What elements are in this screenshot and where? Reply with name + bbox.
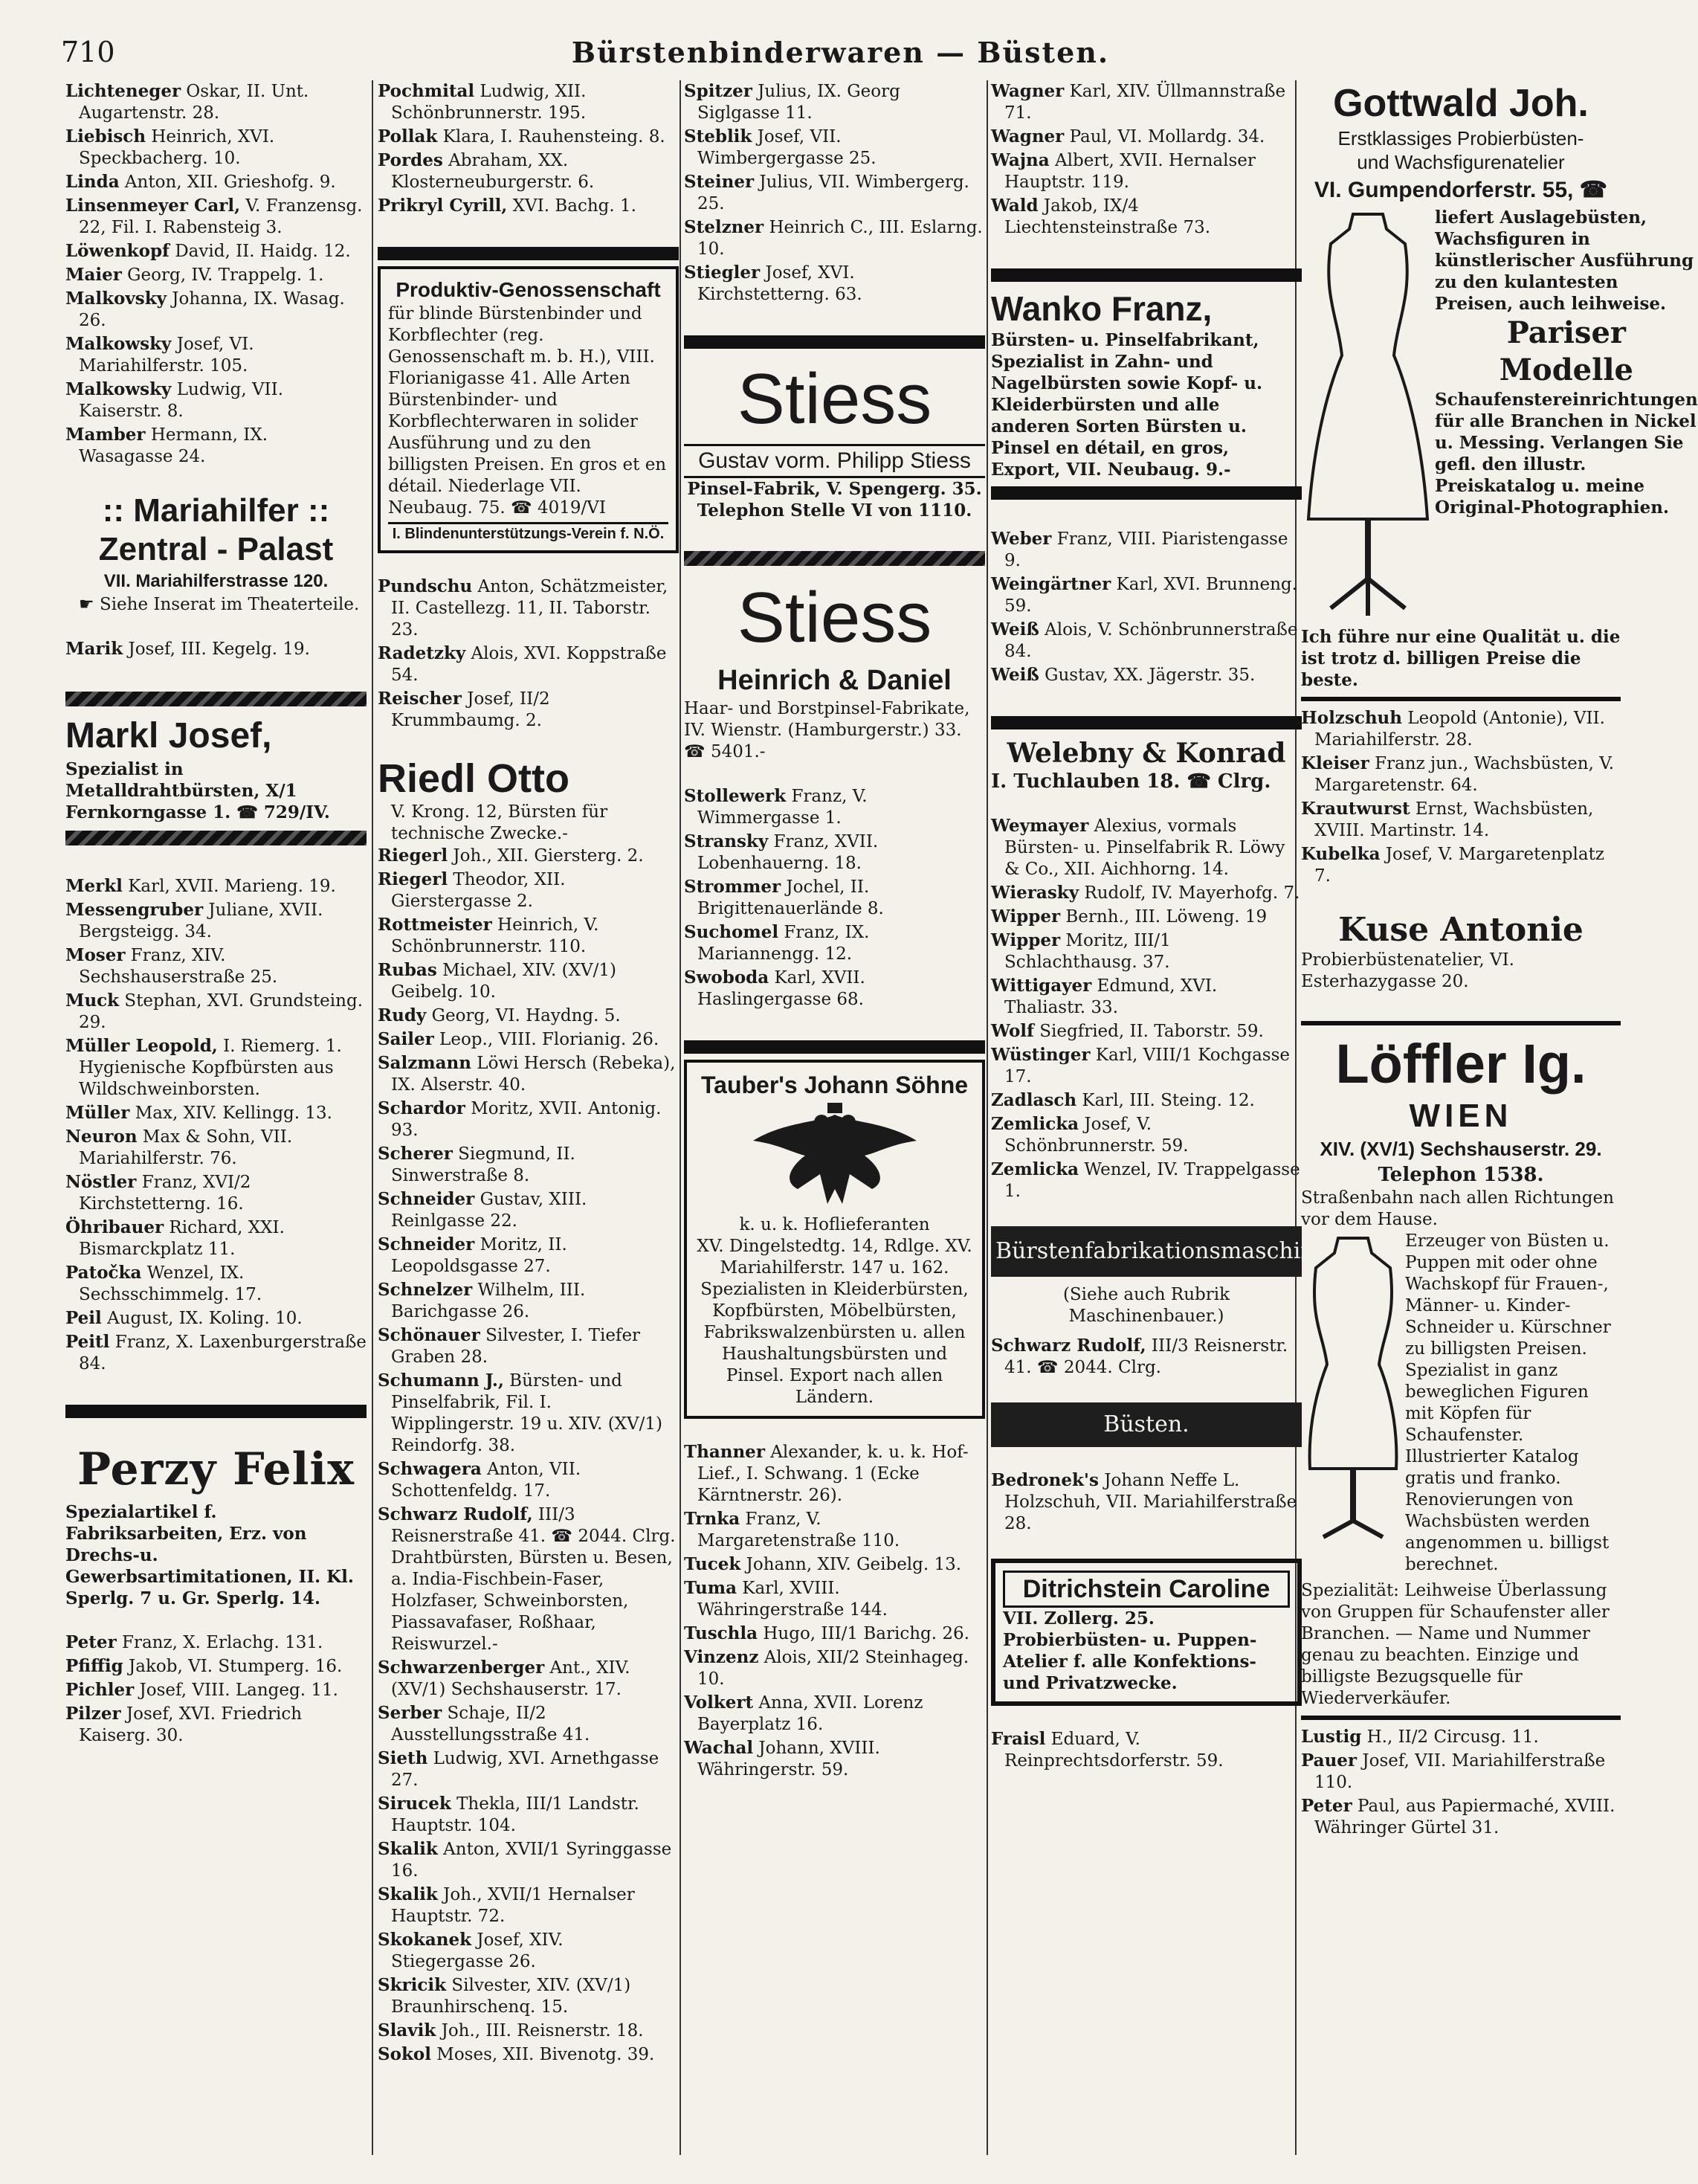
ad-welebny — [991, 735, 1302, 793]
directory-entry: Holzschuh Leopold (Antonie), VII. Mariahilferstr. 28. — [1301, 708, 1605, 750]
directory-entry: Tuschla Hugo, III/1 Barichg. 26. — [684, 1623, 969, 1643]
directory-entry: Krautwurst Ernst, Wachsbüsten, XVIII. Martinstr. 14. — [1301, 799, 1594, 840]
ad-title: Markl Josef, — [65, 716, 272, 756]
ad-subtitle: Gustav vorm. Philipp Stiess — [684, 444, 985, 478]
directory-entry: Sokol Moses, XII. Bivenotg. 39. — [378, 2044, 655, 2064]
column-5 — [1301, 80, 1698, 2162]
heavy-rule — [684, 1040, 985, 1054]
dress-form-icon — [1301, 207, 1435, 626]
directory-entry: Merkl Karl, XVII. Marieng. 19. — [65, 876, 336, 896]
directory-entry: Wagner Karl, XIV. Üllmannstraße 71. — [991, 81, 1286, 123]
directory-entry: Stollewerk Franz, V. Wimmergasse 1. — [684, 786, 868, 828]
directory-entry: Peter Franz, X. Erlachg. 131. — [65, 1632, 323, 1652]
directory-entry: Sailer Leop., VIII. Florianig. 26. — [378, 1029, 659, 1049]
directory-entry: Schnelzer Wilhelm, III. Barichgasse 26. — [378, 1280, 586, 1321]
ad-produktiv — [378, 266, 679, 553]
directory-entry: Weingärtner Karl, XVI. Brunneng. 59. — [991, 574, 1297, 616]
entry-list — [378, 80, 679, 217]
directory-entry: Schwarz Rudolf, III/3 Reisnerstr. 41. ☎ 2044. Clrg. — [991, 1336, 1288, 1377]
directory-entry: Löwenkopf David, II. Haidg. 12. — [65, 241, 351, 261]
directory-entry: Schneider Gustav, XIII. Reinlgasse 22. — [378, 1189, 587, 1231]
ad-address: I. Tuchlauben 18. ☎ Clrg. — [991, 770, 1271, 793]
section-note: (Siehe auch Rubrik Maschinenbauer.) — [1062, 1285, 1230, 1326]
heavy-rule — [65, 1405, 367, 1418]
ad-purveyor: k. u. k. Hoflieferanten — [739, 1215, 930, 1234]
ad-title: Zentral - Palast — [98, 531, 334, 567]
directory-entry: Pilzer Josef, XVI. Friedrich Kaiserg. 30. — [65, 1704, 303, 1745]
section-heading: Bürstenfabrikationsmaschinen. — [991, 1226, 1302, 1277]
ad-title: Löffler Ig. — [1335, 1033, 1586, 1095]
directory-entry: Lustig H., II/2 Circusg. 11. — [1301, 1727, 1539, 1747]
column-4 — [991, 80, 1350, 2162]
ad-tauber — [684, 1060, 985, 1419]
column-rule — [987, 80, 988, 2155]
ad-gottwald — [1301, 80, 1698, 691]
directory-entry: Sirucek Thekla, III/1 Landstr. Hauptstr. 104. — [378, 1794, 639, 1835]
directory-entry: Schwarz Rudolf, III/3 Reisnerstraße 41. ☎ 2044. Clrg. Drahtbürsten, Bürsten u. Besen, a. India-Fischbein-Faser, Holzfaser, Schweinborsten, Piassavafaser, Roßhaar, Reiswurzel.- — [378, 1504, 676, 1654]
directory-entry: Peitl Franz, X. Laxenburgerstraße 84. — [65, 1332, 367, 1373]
directory-entry: Peter Paul, aus Papiermaché, XVIII. Währinger Gürtel 31. — [1301, 1796, 1615, 1837]
rule — [1301, 697, 1621, 701]
ad-title: Stiess — [737, 578, 932, 657]
ad-text: für blinde Bürstenbinder und Korbflechter (reg. Genossenschaft m. b. H.), VIII. Florianigasse 41. Alle Arten Bürstenbinder- und Korbflechterwaren in solider Ausführung und zu den billigsten Preisen. En gros et en détail. Niederlage VII. Neubaug. 75. ☎ 4019/VI — [388, 304, 667, 518]
ad-title: Wanko Franz, — [991, 289, 1213, 328]
directory-entry: Scherer Siegmund, II. Sinwerstraße 8. — [378, 1144, 575, 1185]
directory-entry: Pfiffig Jakob, VI. Stumperg. 16. — [65, 1656, 343, 1676]
directory-entry: Fraisl Eduard, V. Reinprechtsdorferstr. 59. — [991, 1729, 1224, 1771]
ad-markl — [65, 714, 367, 823]
ad-title: Welebny & Konrad — [1007, 738, 1286, 769]
ad-wanko — [991, 288, 1302, 480]
ad-highlight: Pariser Modelle — [1499, 315, 1633, 387]
directory-entry: Skalik Anton, XVII/1 Syringgasse 16. — [378, 1839, 672, 1881]
directory-entry: Wajna Albert, XVII. Hernalser Hauptstr. 119. — [991, 150, 1256, 192]
ad-title: Perzy Felix — [77, 1443, 355, 1495]
directory-entry: Zemlicka Josef, V. Schönbrunnerstr. 59. — [991, 1114, 1189, 1156]
ad-tram: Straßenbahn nach allen Richtungen vor dem Hause. — [1301, 1188, 1614, 1229]
directory-entry: Steblik Josef, VII. Wimbergergasse 25. — [684, 126, 877, 168]
directory-entry: Lichteneger Oskar, II. Unt. Augartenstr. 28. — [65, 81, 309, 123]
directory-entry: Slavik Joh., III. Reisnerstr. 18. — [378, 2020, 644, 2040]
directory-entry: Linsenmeyer Carl, V. Franzensg. 22, Fil. I. Rabensteig 3. — [65, 196, 363, 237]
directory-entry: Linda Anton, XII. Grieshofg. 9. — [65, 172, 336, 192]
ad-stiess-heinrich — [684, 573, 985, 763]
entry-list — [684, 1441, 985, 1781]
directory-entry: Pundschu Anton, Schätzmeister, II. Castellezg. 11, II. Taborstr. 23. — [378, 576, 668, 640]
directory-entry: Weber Franz, VIII. Piaristengasse 9. — [991, 529, 1288, 570]
directory-entry: Schwarzenberger Ant., XIV. (XV/1) Sechshauserstr. 17. — [378, 1658, 630, 1699]
entry-list — [991, 528, 1302, 686]
directory-entry: Liebisch Heinrich, XVI. Speckbacherg. 10. — [65, 126, 275, 168]
page-number: 710 — [61, 36, 115, 68]
directory-entry: Wagner Paul, VI. Mollardg. 34. — [991, 126, 1265, 146]
heavy-rule — [378, 247, 679, 260]
mannequin-icon — [1301, 1231, 1405, 1576]
ornamental-band — [684, 551, 985, 566]
directory-entry: Schneider Moritz, II. Leopoldsgasse 27. — [378, 1234, 567, 1276]
directory-entry: Kleiser Franz jun., Wachsbüsten, V. Margaretenstr. 64. — [1301, 753, 1615, 795]
ad-text: VII. Zollerg. 25. Probierbüsten- u. Puppen-Atelier f. alle Konfektions- und Privatzwecke. — [1003, 1608, 1257, 1693]
entry-list — [684, 785, 985, 1011]
ornamental-band — [65, 831, 367, 845]
ad-text: Haar- und Borstpinsel-Fabrikate, IV. Wienstr. (Hamburgerstr.) 33. ☎ 5401.- — [684, 699, 970, 761]
entry-list — [991, 80, 1302, 239]
section-heading: Büsten. — [991, 1402, 1302, 1447]
directory-entry: Neuron Max & Sohn, VII. Mariahilferstr. 76. — [65, 1127, 293, 1168]
directory-entry: Kubelka Josef, V. Margaretenplatz 7. — [1301, 844, 1604, 886]
directory-entry: Swoboda Karl, XVII. Haslingergasse 68. — [684, 967, 865, 1009]
directory-entry: Stiegler Josef, XVI. Kirchstetterng. 63. — [684, 262, 862, 304]
directory-entry: Wipper Bernh., III. Löweng. 19 — [991, 906, 1268, 927]
ad-city: WIEN — [1409, 1098, 1513, 1134]
directory-entry: Malkovsky Johanna, IX. Wasag. 26. — [65, 289, 345, 330]
directory-entry: Reischer Josef, II/2 Krummbaumg. 2. — [378, 689, 550, 730]
running-title: Bürstenbinderwaren — Büsten. — [571, 36, 1110, 69]
ad-subtitle: Erstklassiges Probierbüsten- — [1337, 127, 1584, 149]
directory-entry: Pochmital Ludwig, XII. Schönbrunnerstr. 195. — [378, 81, 587, 123]
ad-title: :: Mariahilfer :: — [102, 492, 330, 529]
directory-entry: Skricik Silvester, XIV. (XV/1) Braunhirschenq. 15. — [378, 1975, 631, 2017]
ornamental-band — [65, 692, 367, 706]
directory-entry: Bedronek's Johann Neffe L. Holzschuh, VII. Mariahilferstraße 28. — [991, 1470, 1297, 1533]
ad-title: Stiess — [737, 359, 932, 439]
directory-entry: Stransky Franz, XVII. Lobenhauerng. 18. — [684, 831, 879, 873]
directory-entry: Rudy Georg, VI. Haydng. 5. — [378, 1005, 621, 1025]
ad-address: XIV. (XV/1) Sechshauserstr. 29. — [1320, 1138, 1602, 1160]
directory-entry: Suchomel Franz, IX. Mariannengg. 12. — [684, 922, 870, 964]
directory-entry: Muck Stephan, XVI. Grundsteing. 29. — [65, 990, 363, 1032]
ad-body — [1301, 1231, 1621, 1576]
directory-entry: Pordes Abraham, XX. Klosterneuburgerstr. 6. — [378, 150, 595, 192]
directory-entry: Schardor Moritz, XVII. Antonig. 93. — [378, 1098, 662, 1140]
heavy-rule — [991, 268, 1302, 282]
column-1 — [65, 80, 367, 2162]
directory-entry: Müller Max, XIV. Kellingg. 13. — [65, 1103, 332, 1123]
entry-list — [65, 80, 367, 468]
directory-entry: Volkert Anna, XVII. Lorenz Bayerplatz 16. — [684, 1692, 923, 1734]
ad-text: Pinsel-Fabrik, V. Spengerg. 35. Telephon Stelle VI von 1110. — [687, 479, 982, 521]
ad-address: VI. Gumpendorferstr. 55, ☎ — [1314, 178, 1608, 202]
ad-text: Probierbüstenatelier, VI. Esterhazygasse 20. — [1301, 950, 1514, 991]
ad-text: Spezialist in Metalldrahtbürsten, X/1 Fernkorngasse 1. ☎ 729/IV. — [65, 759, 330, 822]
ad-title: Tauber's Johann Söhne — [700, 1072, 969, 1098]
entry-list — [991, 815, 1302, 1202]
directory-entry: Riegerl Theodor, XII. Gierstergasse 2. — [378, 869, 566, 911]
directory-entry: Schumann J., Bürsten- und Pinselfabrik, Fil. I. Wipplingerstr. 19 u. XIV. (XV/1) Reindorfg. 38. — [378, 1370, 663, 1455]
pointing-hand-icon: ☛ — [79, 595, 100, 614]
column-rule — [372, 80, 373, 2155]
directory-entry: Zemlicka Wenzel, IV. Trappelgasse 1. — [991, 1159, 1300, 1201]
ad-text: Spezialartikel f. Fabriksarbeiten, Erz. von Drechs-u. Gewerbsartimitationen, II. Kl. Sperlg. 7 u. Gr. Sperlg. 14. — [65, 1502, 354, 1608]
directory-entry: Wald Jakob, IX/4 Liechtensteinstraße 73. — [991, 196, 1211, 237]
directory-entry: Mamber Hermann, IX. Wasagasse 24. — [65, 425, 268, 466]
directory-entry: Tuma Karl, XVIII. Währingerstraße 144. — [684, 1578, 888, 1620]
column-2 — [378, 80, 679, 2162]
directory-entry: Stelzner Heinrich C., III. Eslarng. 10. — [684, 217, 983, 259]
ad-subtitle: Heinrich & Daniel — [717, 665, 952, 696]
double-eagle-icon — [694, 1100, 975, 1214]
directory-entry: Sieth Ludwig, XVI. Arnethgasse 27. — [378, 1748, 659, 1790]
ad-riedl — [378, 756, 679, 845]
ad-title: Riedl Otto — [378, 756, 569, 801]
page-header — [0, 36, 1681, 80]
directory-entry: Weiß Gustav, XX. Jägerstr. 35. — [991, 665, 1256, 685]
directory-entry: Radetzky Alois, XVI. Koppstraße 54. — [378, 643, 667, 685]
directory-entry: Schwagera Anton, VII. Schottenfeldg. 17. — [378, 1459, 581, 1501]
rule — [1301, 1716, 1621, 1720]
directory-entry: Salzmann Löwi Hersch (Rebeka), IX. Alserstr. 40. — [378, 1053, 676, 1095]
directory-entry: Vinzenz Alois, XII/2 Steinhageg. 10. — [684, 1647, 969, 1689]
directory-entry: Moser Franz, XIV. Sechshauserstraße 25. — [65, 945, 278, 987]
directory-entry: Steiner Julius, VII. Wimbergerg. 25. — [684, 172, 969, 213]
directory-entry: Pauer Josef, VII. Mariahilferstraße 110. — [1301, 1750, 1606, 1792]
ad-note: ☛ Siehe Inserat im Theaterteile. — [79, 595, 360, 614]
ad-title: Kuse Antonie — [1338, 911, 1584, 949]
directory-entry: Riegerl Joh., XII. Giersterg. 2. — [378, 845, 644, 866]
ad-title: Ditrichstein Caroline — [1003, 1571, 1290, 1608]
directory-entry: Messengruber Juliane, XVII. Bergsteigg. 34. — [65, 900, 323, 941]
directory-entry: Wüstinger Karl, VIII/1 Kochgasse 17. — [991, 1045, 1290, 1086]
directory-entry: Strommer Jochel, II. Brigittenauerlände 8. — [684, 877, 884, 918]
ad-kuse — [1301, 911, 1621, 993]
ad-text: Schaufenstereinrichtungen für alle Branchen in Nickel u. Messing. Verlangen Sie gefl. den illustr. Preiskatalog u. meine Original-Photographien. — [1435, 390, 1698, 518]
directory-entry: Tucek Johann, XIV. Geibelg. 13. — [684, 1554, 962, 1574]
directory-entry: Peil August, IX. Koling. 10. — [65, 1308, 303, 1328]
ad-body — [1301, 207, 1698, 626]
ad-loeffler — [1301, 1031, 1621, 1710]
directory-entry: Skokanek Josef, XIV. Stiegergasse 26. — [378, 1930, 564, 1971]
ad-stiess-gustav — [684, 355, 985, 521]
directory-entry: Wolf Siegfried, II. Taborstr. 59. — [991, 1021, 1264, 1041]
ad-text: XV. Dingelstedtg. 14, Rdlge. XV. Mariahilferstr. 147 u. 162. Spezialisten in Kleiderbürsten, Kopfbürsten, Möbelbürsten, Fabrikswalzenbürsten u. allen Haushaltungsbürsten und Pinsel. Export nach allen Ländern. — [697, 1237, 972, 1407]
directory-entry: Marik Josef, III. Kegelg. 19. — [65, 639, 310, 659]
directory-entry: Rubas Michael, XIV. (XV/1) Geibelg. 10. — [378, 960, 616, 1002]
directory-entry: Trnka Franz, V. Margaretenstraße 110. — [684, 1509, 900, 1550]
directory-entry: Zadlasch Karl, III. Steing. 12. — [991, 1090, 1255, 1110]
directory-entry: Pollak Klara, I. Rauhensteing. 8. — [378, 126, 665, 146]
directory-entry: Weiß Alois, V. Schönbrunnerstraße 84. — [991, 619, 1298, 661]
directory-entry: Patočka Wenzel, IX. Sechsschimmelg. 17. — [65, 1263, 262, 1304]
entry-list — [1301, 707, 1621, 887]
entry-list — [378, 576, 679, 732]
directory-entry: Prikryl Cyrill, XVI. Bachg. 1. — [378, 196, 636, 216]
directory-entry: Rottmeister Heinrich, V. Schönbrunnerstr. 110. — [378, 915, 599, 956]
directory-entry: Malkowsky Josef, VI. Mariahilferstr. 105. — [65, 334, 254, 376]
directory-entry: Weymayer Alexius, vormals Bürsten- u. Pinselfabrik R. Löwy & Co., XII. Aichhorng. 14. — [991, 816, 1285, 879]
directory-entry: Maier Georg, IV. Trappelg. 1. — [65, 265, 324, 285]
ad-phone: Telephon 1538. — [1378, 1164, 1544, 1186]
entry-list — [684, 80, 985, 306]
ad-text: V. Krong. 12, Bürsten für technische Zwecke.- — [391, 802, 608, 843]
entry-list — [65, 1631, 367, 1747]
directory-entry: Nöstler Franz, XVI/2 Kirchstetterng. 16. — [65, 1172, 251, 1214]
heavy-rule — [991, 486, 1302, 500]
heavy-rule — [991, 716, 1302, 729]
directory-entry: Wachal Johann, XVIII. Währingerstr. 59. — [684, 1738, 880, 1779]
directory-entry: Schönauer Silvester, I. Tiefer Graben 28. — [378, 1325, 641, 1367]
directory-entry: Malkowsky Ludwig, VII. Kaiserstr. 8. — [65, 379, 284, 421]
directory-entry: Skalik Joh., XVII/1 Hernalser Hauptstr. 72. — [378, 1884, 635, 1926]
directory-entry: Wierasky Rudolf, IV. Mayerhofg. 7. — [991, 883, 1300, 903]
ad-address: VII. Mariahilferstrasse 120. — [103, 571, 329, 591]
ad-title: Gottwald Joh. — [1333, 82, 1589, 125]
rule — [1301, 1021, 1621, 1025]
ad-subtitle: und Wachsfigurenatelier — [1357, 151, 1565, 173]
ad-ditrichstein — [991, 1559, 1302, 1706]
ad-slogan: Ich führe nur eine Qualität u. die ist trotz d. billigen Preise die beste. — [1301, 627, 1621, 690]
ad-text: Bürsten- u. Pinselfabrikant, Spezialist in Zahn- und Nagelbürsten sowie Kopf- u. Kleiderbürsten und alle anderen Sorten Bürsten u. Pinsel en détail, en gros, Export, VII. Neubaug. 9.- — [991, 330, 1262, 480]
entry-list — [65, 875, 367, 1375]
directory-entry: Thanner Alexander, k. u. k. Hof-Lief., I. Schwang. 1 (Ecke Kärntnerstr. 26). — [684, 1442, 969, 1505]
directory-entry: Serber Schaje, II/2 Ausstellungsstraße 41. — [378, 1703, 590, 1745]
ad-title: Produktiv-Genossenschaft — [396, 278, 661, 301]
ad-mariahilfer — [65, 492, 367, 616]
column-rule — [679, 80, 681, 2155]
directory-entry: Öhribauer Richard, XXI. Bismarckplatz 11. — [65, 1217, 285, 1259]
directory-entry: Müller Leopold, I. Riemerg. 1. Hygienische Kopfbürsten aus Wildschweinborsten. — [65, 1036, 342, 1099]
entry-list — [1301, 1726, 1621, 1839]
directory-entry: Wipper Moritz, III/1 Schlachthausg. 37. — [991, 930, 1171, 972]
ad-perzy — [65, 1443, 367, 1609]
entry-list — [378, 845, 679, 2066]
directory-entry: Pichler Josef, VIII. Langeg. 11. — [65, 1680, 338, 1700]
ad-footer: I. Blindenunterstützungs-Verein f. N.Ö. — [388, 522, 668, 543]
directory-entry: Spitzer Julius, IX. Georg Siglgasse 11. — [684, 81, 900, 123]
column-3 — [684, 80, 985, 2162]
heavy-rule — [684, 335, 985, 349]
directory-entry: Wittigayer Edmund, XVI. Thaliastr. 33. — [991, 976, 1218, 1017]
ad-text: Erzeuger von Büsten u. Puppen mit oder ohne Wachskopf für Frauen-, Männer- u. Kinder-Schneider u. Kürschner zu billigsten Preisen. Spezialist in ganz beweglichen Figuren mit Köpfen für Schaufenster. Illustrierter Katalog gratis und franko. Renovierungen von Wachsbüsten werden angenommen u. billigst berechnet. — [1405, 1231, 1611, 1574]
ad-text: liefert Auslagebüsten, Wachsfiguren in künstlerischer Ausführung zu den kulantesten Preisen, auch leihweise. — [1435, 207, 1694, 314]
ad-specialty: Spezialität: Leihweise Überlassung von Gruppen für Schaufenster aller Branchen. — Name und Nummer genau zu beachten. Einzige und billigste Bezugsquelle für Wiederverkäufer. — [1301, 1581, 1610, 1708]
